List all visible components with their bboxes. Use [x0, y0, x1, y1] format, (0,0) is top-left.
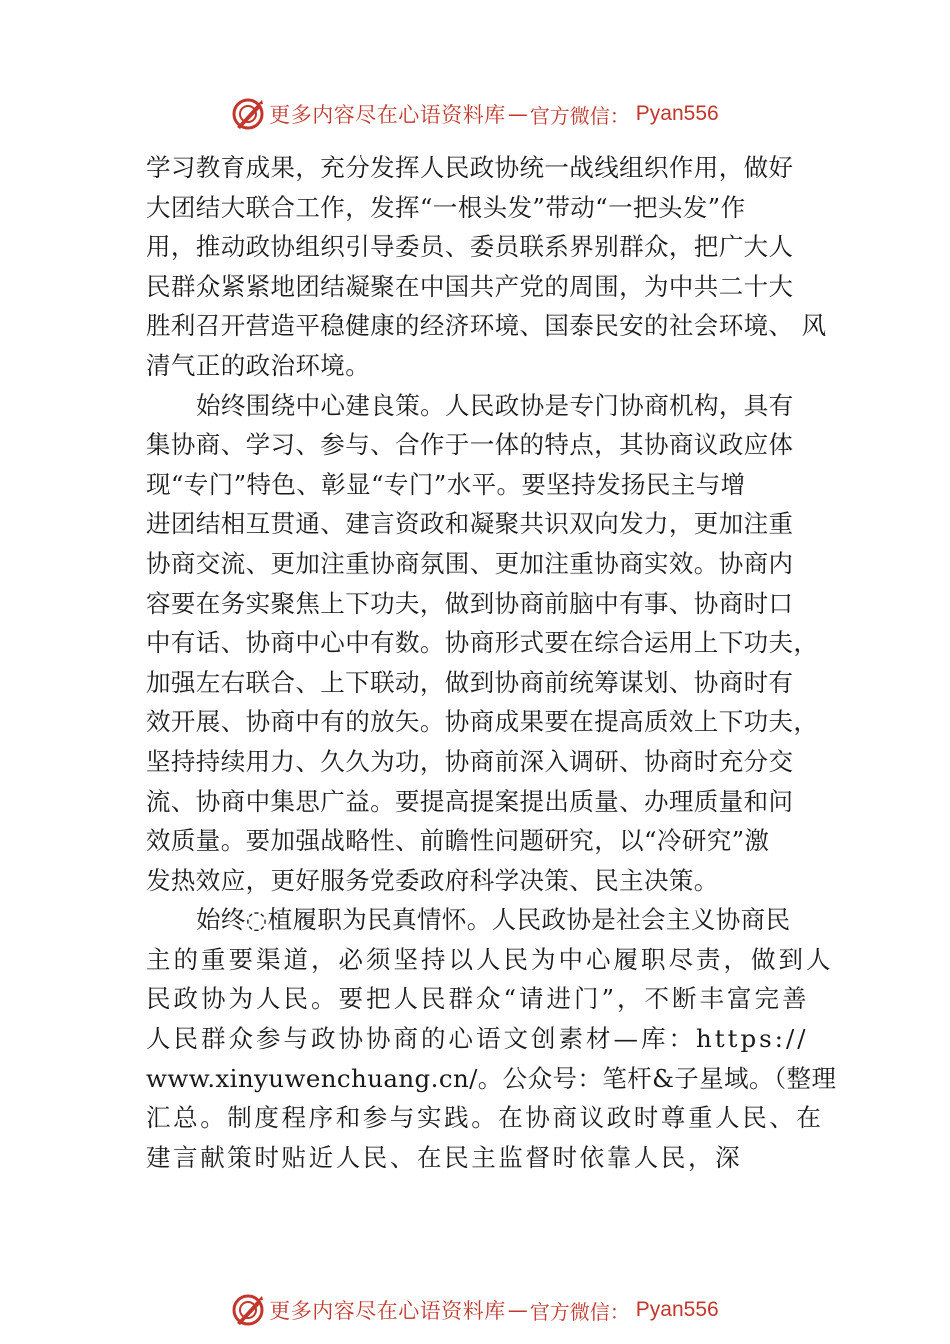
text-line: 胜利召开营造平稳健康的经济环境、国泰民安的社会环境、 风: [146, 311, 827, 341]
text-line: 民政协为人民。要把人民群众“请进门”，不断丰富完善: [146, 984, 810, 1014]
text-line: 坚持持续用力、久久为功，协商前深入调研、协商时充分交: [146, 746, 794, 776]
banner-label: 官方微信：: [529, 1299, 630, 1324]
text-line: 协商交流、更加注重协商氛围、更加注重协商实效。协商内: [146, 548, 794, 578]
text-line: 学习教育成果，充分发挥人民政协统一战线组织作用，做好: [146, 153, 794, 182]
footer-banner: [0, 1290, 950, 1330]
text-line: 建言献策时贴近人民、在民主监督时依靠人民，深: [146, 1142, 743, 1172]
banner-title: 更多内容尽在心语资料库: [269, 103, 506, 127]
text-line: 效质量。要加强战略性、前瞻性问题研究，以“冷研究”激: [146, 826, 770, 856]
text-line: 清气正的政治环境。: [146, 350, 371, 380]
text-line: 加强左右联合、上下联动，做到协商前统筹谋划、协商时有: [146, 667, 794, 697]
text-line: www.xinyuwenchuang.cn/。公众号：笔杆&子星域。（整理: [146, 1063, 837, 1093]
text-line: 民群众紧紧地团结凝聚在中国共产党的周围，为中共二十大: [146, 271, 794, 301]
banner-separator: —: [507, 1298, 528, 1322]
text-line: 容要在务实聚焦上下功夫，做到协商前脑中有事、协商时口: [146, 588, 794, 618]
logo-icon: [231, 97, 265, 131]
text-line: 流、协商中集思广益。要提高提案提出质量、办理质量和问: [146, 786, 794, 816]
text-line: 人民群众参与政协协商的心语文创素材—库：https://: [146, 1024, 809, 1054]
paragraph-start: 始终◌植履职为民真情怀。人民政协是社会主义协商民: [196, 905, 791, 935]
document-body: [146, 148, 837, 1177]
text-line: 用，推动政协组织引导委员、委员联系界别群众，把广大人: [146, 232, 794, 262]
text-line: 效开展、协商中有的放矢。协商成果要在提高质效上下功夫，: [146, 707, 819, 737]
text-line: 集协商、学习、参与、合作于一体的特点，其协商议政应体: [146, 430, 794, 460]
banner-label: 官方微信：: [529, 103, 630, 128]
banner-separator: —: [507, 102, 528, 126]
text-line: 现“专门”特色、彰显“专门”水平。要坚持发扬民主与增: [146, 469, 746, 499]
paragraph-start: 始终围绕中心建良策。人民政协是专门协商机构，具有: [196, 390, 794, 420]
banner-account: Pyan556: [635, 102, 719, 125]
text-line: 发热效应，更好服务党委政府科学决策、民主决策。: [146, 865, 719, 895]
logo-icon: [231, 1293, 265, 1327]
text-line: 进团结相互贯通、建言资政和凝聚共识双向发力，更加注重: [146, 509, 794, 539]
text-line: 汇总。制度程序和参与实践。在协商议政时尊重人民、在: [146, 1103, 824, 1133]
header-banner: [0, 94, 950, 134]
banner-title: 更多内容尽在心语资料库: [269, 1299, 506, 1323]
banner-account: Pyan556: [635, 1298, 719, 1321]
text-line: 中有话、协商中心中有数。协商形式要在综合运用上下功夫，: [146, 628, 819, 658]
text-line: 主的重要渠道，必须坚持以人民为中心履职尽责，做到人: [146, 944, 834, 974]
text-line: 大团结大联合工作，发挥“一根头发”带动“一把头发”作: [146, 192, 746, 222]
